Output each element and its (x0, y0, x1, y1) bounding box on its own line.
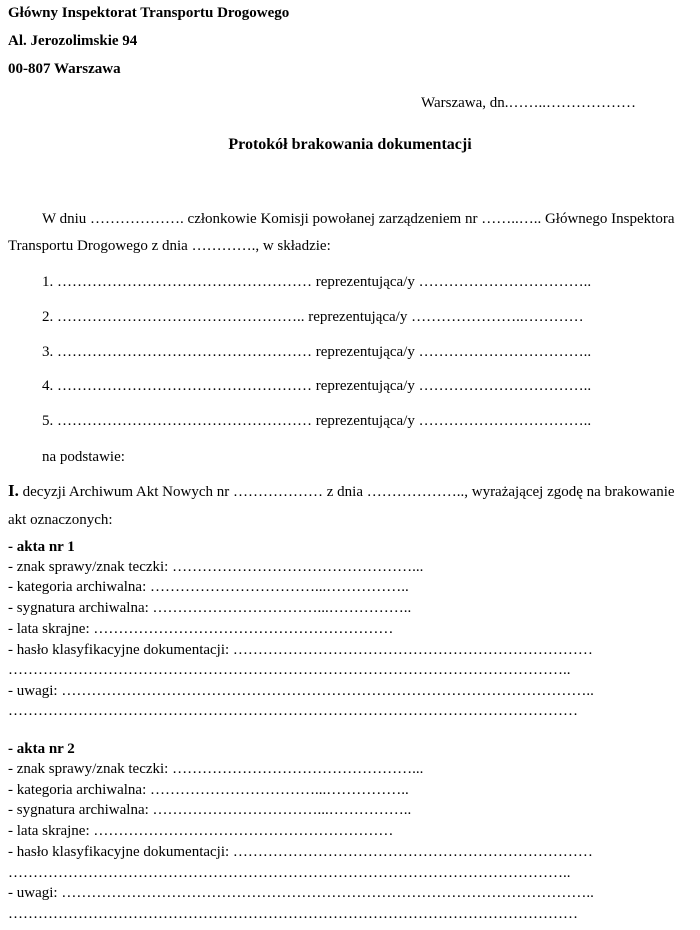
basis-label: na podstawie: (42, 449, 125, 465)
org-name: Główny Inspektorat Transportu Drogowego (8, 5, 290, 21)
member-line: 4. …………………………………………… reprezentująca/y …………………………….. (42, 378, 592, 394)
file-heading: - akta nr 2 (8, 741, 75, 757)
org-address: Al. Jerozolimskie 94 (8, 33, 138, 49)
file-field-case-sign: - znak sprawy/znak teczki: …………………………………………... (8, 761, 424, 777)
member-line: 3. …………………………………………… reprezentująca/y …………………………….. (42, 344, 592, 360)
section-i-text: decyzji Archiwum Akt Nowych nr ……………… z dnia ……………….., wyrażającej zgodę na brakowanie (18, 484, 675, 500)
file-field-case-sign: - znak sprawy/znak teczki: …………………………………………... (8, 559, 424, 575)
section-i-line-2: akt oznaczonych: (8, 512, 113, 528)
intro-line-2: Transportu Drogowego z dnia …………., w składzie: (8, 238, 331, 254)
member-line: 5. …………………………………………… reprezentująca/y …………………………….. (42, 413, 592, 429)
document-title: Protokół brakowania dokumentacji (228, 136, 472, 153)
file-field-keyword-cont: ………………………………………………………………………………………………….. (8, 662, 571, 678)
file-field-category: - kategoria archiwalna: ……………………………...…………….. (8, 579, 409, 595)
date-line: Warszawa, dn.……..……………… (421, 95, 637, 111)
org-postal-city: 00-807 Warszawa (8, 61, 121, 77)
file-field-years: - lata skrajne: …………………………………………………… (8, 823, 394, 839)
file-field-signature: - sygnatura archiwalna: ……………………………...…………….. (8, 600, 412, 616)
file-field-notes: - uwagi: …………………………………………………………………………………………….. (8, 683, 594, 699)
file-field-notes: - uwagi: …………………………………………………………………………………………….. (8, 885, 594, 901)
section-i-numeral: I. (8, 481, 19, 500)
intro-line-1: W dniu ………………. członkowie Komisji powołanej zarządzeniem nr ……..….. Głównego Inspektora (42, 211, 675, 227)
file-field-signature: - sygnatura archiwalna: ……………………………...…………….. (8, 802, 412, 818)
member-line: 2. ………………………………………….. reprezentująca/y …………………..………… (42, 309, 584, 325)
file-field-keyword: - hasło klasyfikacyjne dokumentacji: ……………………………………………………………… (8, 642, 593, 658)
member-line: 1. …………………………………………… reprezentująca/y …………………………….. (42, 274, 592, 290)
file-field-category: - kategoria archiwalna: ……………………………...…………….. (8, 782, 409, 798)
file-field-notes-cont: …………………………………………………………………………………………………… (8, 703, 578, 719)
file-field-notes-cont: …………………………………………………………………………………………………… (8, 906, 578, 922)
file-field-years: - lata skrajne: …………………………………………………… (8, 621, 394, 637)
file-field-keyword: - hasło klasyfikacyjne dokumentacji: ……………………………………………………………… (8, 844, 593, 860)
section-i-line-1 (8, 482, 675, 501)
file-heading: - akta nr 1 (8, 539, 75, 555)
file-field-keyword-cont: ………………………………………………………………………………………………….. (8, 865, 571, 881)
